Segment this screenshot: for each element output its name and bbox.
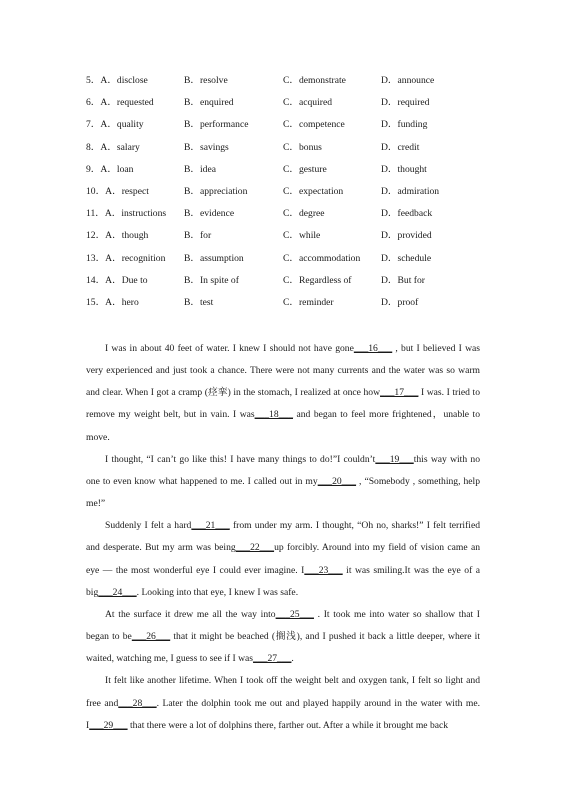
passage-text: this way with no one to even know what happened to me. I called out in my xyxy=(86,453,480,487)
passage-paragraph-1 xyxy=(86,338,480,449)
passage-text: from under my arm. I thought, “Oh no, sharks!” I felt terrified and desperate. But my arm was being xyxy=(86,520,480,554)
option-b: B．idea xyxy=(184,163,216,175)
blank-18: ___18___ xyxy=(254,409,293,421)
option-row xyxy=(86,137,506,159)
passage-text: I thought, “I can’t go like this! I have many things to do!”I couldn’t xyxy=(105,453,376,465)
blank-29: ___29___ xyxy=(89,719,128,731)
option-d: D．funding xyxy=(381,119,428,131)
option-a: 5．A．disclose xyxy=(86,75,148,86)
option-a: 7．A．quality xyxy=(86,119,144,131)
option-a: 13．A．recognition xyxy=(86,252,166,264)
blank-26: ___26___ xyxy=(131,631,171,643)
blank-22: ___22___ xyxy=(235,542,275,554)
blank-20: ___20___ xyxy=(317,475,357,487)
passage-text: . xyxy=(291,653,294,665)
passage-paragraph-5 xyxy=(86,670,480,736)
option-c: C．bonus xyxy=(283,141,322,153)
passage-text: that it might be beached (搁浅), and I pushed it back a little deeper, where it waited, watching me, I guess to see if I was xyxy=(86,631,480,665)
passage-text: it was smiling.It was the eye of a big xyxy=(86,564,480,598)
option-row xyxy=(86,159,506,181)
passage-paragraph-4 xyxy=(86,604,480,670)
option-c: C．acquired xyxy=(283,97,333,109)
option-row xyxy=(86,203,506,225)
option-a: 6．A．requested xyxy=(86,97,154,109)
passage-text: . Later the dolphin took me out and played happily around in the water with me. I xyxy=(86,697,480,731)
option-d: D．required xyxy=(381,97,430,109)
option-d: D．schedule xyxy=(381,252,432,264)
option-a: 12．A．though xyxy=(86,230,149,242)
passage-text: up forcibly. Around into my field of vision came an eye — the most wonderful eye I could ever imagine. I xyxy=(86,542,480,576)
blank-25: ___25___ xyxy=(275,608,314,620)
option-d: D．credit xyxy=(381,141,420,153)
option-b: B．for xyxy=(184,230,212,242)
passage-text: , but I believed I was very experienced and just took a chance. There were not many currents and the water was so warm and clear. When I got a cramp (痉挛) in the stomach, I realized at once how xyxy=(86,343,480,399)
option-row xyxy=(86,292,506,314)
blank-17: ___17___ xyxy=(380,387,419,399)
passage-text: . It took me into water so shallow that I began to be xyxy=(86,608,480,643)
option-b: B．test xyxy=(184,296,214,308)
answer-options-list xyxy=(86,70,506,314)
option-b: B．resolve xyxy=(184,75,228,86)
option-a: 10．A．respect xyxy=(86,185,149,197)
option-c: C．expectation xyxy=(283,185,344,197)
option-row xyxy=(86,92,506,114)
option-a: 11．A．instructions xyxy=(86,208,167,220)
option-b: B．appreciation xyxy=(184,185,248,197)
option-row xyxy=(86,248,506,270)
option-b: B．assumption xyxy=(184,252,244,264)
passage-text: Suddenly I felt a hard xyxy=(105,520,192,532)
option-d: D．feedback xyxy=(381,208,433,220)
passage-text: It felt like another lifetime. When I took off the weight belt and oxygen tank, I felt so light and free and xyxy=(86,675,480,709)
option-b: B．enquired xyxy=(184,97,234,109)
passage-text: I was. I tried to remove my weight belt, but in vain. I was xyxy=(86,387,480,421)
option-a: 8．A．salary xyxy=(86,141,140,153)
option-b: B．savings xyxy=(184,141,229,153)
option-b: B．In spite of xyxy=(184,274,239,286)
blank-21: ___21___ xyxy=(191,520,230,532)
option-d: D．announce xyxy=(381,75,435,86)
option-row xyxy=(86,181,506,203)
option-c: C．while xyxy=(283,230,321,242)
option-d: D．thought xyxy=(381,163,427,175)
passage-text: that there were a lot of dolphins there, farther out. After a while it brought me back xyxy=(127,719,449,731)
option-b: B．performance xyxy=(184,119,249,131)
option-a: 15．A．hero xyxy=(86,296,139,308)
blank-24: ___24___ xyxy=(98,586,137,598)
option-c: C．demonstrate xyxy=(283,75,346,86)
blank-23: ___23___ xyxy=(304,564,343,576)
option-a: 14．A．Due to xyxy=(86,274,148,286)
passage-text: I was in about 40 feet of water. I knew I should not have gone xyxy=(105,343,354,354)
option-c: C．accommodation xyxy=(283,252,361,264)
option-b: B．evidence xyxy=(184,208,235,220)
option-row xyxy=(86,114,506,136)
option-row xyxy=(86,225,506,247)
blank-28: ___28___ xyxy=(118,697,157,709)
option-c: C．degree xyxy=(283,208,325,220)
passage-paragraph-3 xyxy=(86,515,480,604)
option-row xyxy=(86,270,506,292)
passage-text: At the surface it drew me all the way into xyxy=(105,608,276,620)
option-row xyxy=(86,70,506,92)
option-d: D．admiration xyxy=(381,185,440,197)
option-d: D．But for xyxy=(381,274,425,286)
option-d: D．proof xyxy=(381,296,419,308)
option-c: C．reminder xyxy=(283,296,334,308)
cloze-passage xyxy=(86,338,480,737)
option-c: C．gesture xyxy=(283,163,327,175)
option-a: 9．A．loan xyxy=(86,163,134,175)
passage-text: . Looking into that eye, I knew I was safe. xyxy=(136,586,299,598)
option-d: D．provided xyxy=(381,230,432,242)
option-c: C．Regardless of xyxy=(283,274,352,286)
blank-19: ___19___ xyxy=(375,453,414,465)
blank-27: ___27___ xyxy=(253,653,292,665)
blank-16: ___16___ xyxy=(353,343,393,354)
passage-text: , “Somebody , something, help me!” xyxy=(86,475,480,510)
passage-paragraph-2 xyxy=(86,449,480,515)
passage-text: and began to feel more frightened，unable to move. xyxy=(86,409,480,443)
option-c: C．competence xyxy=(283,119,345,131)
